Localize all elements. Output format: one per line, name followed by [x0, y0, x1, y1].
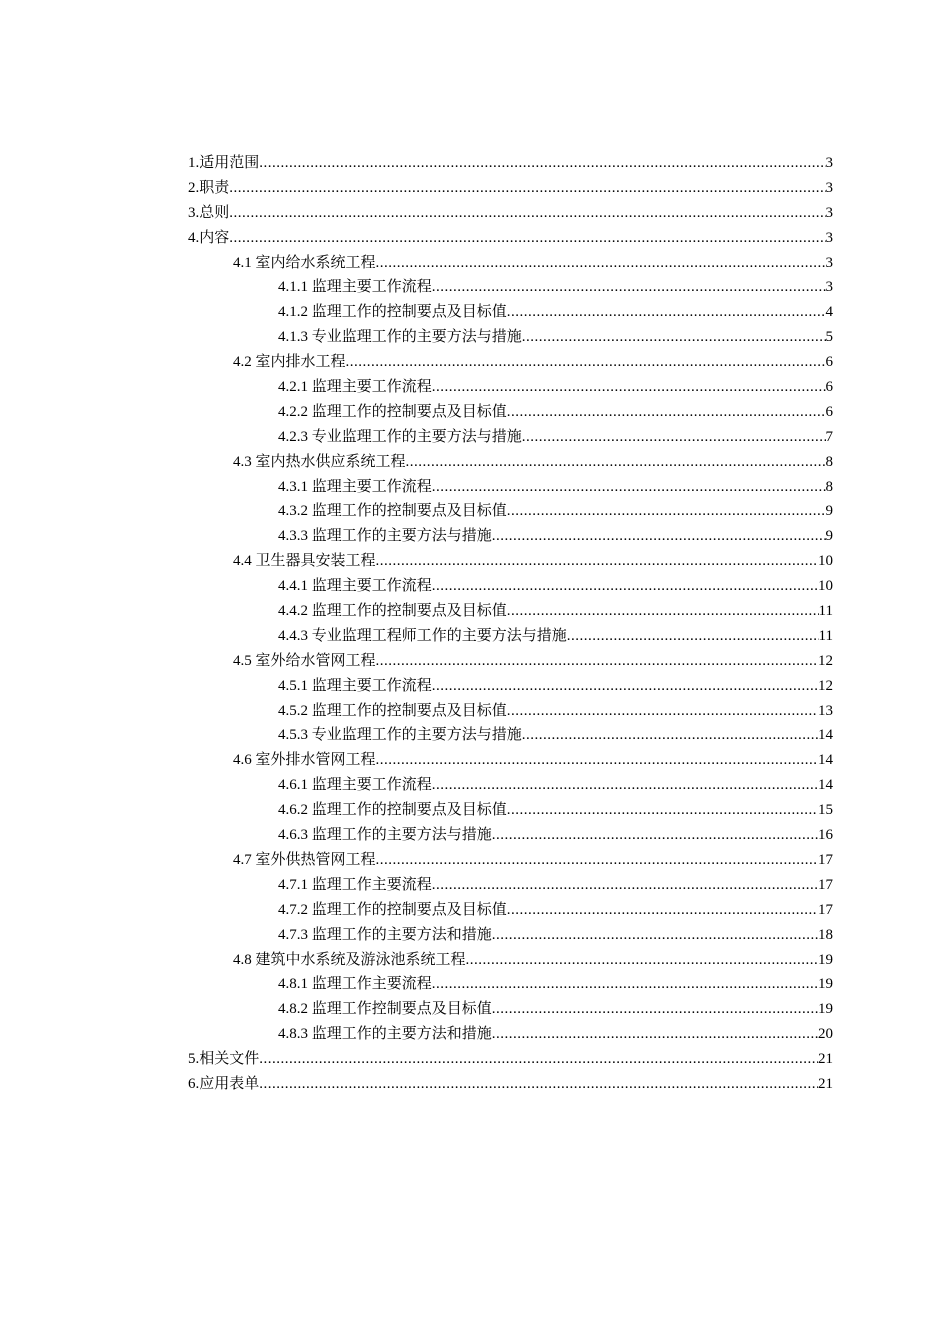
toc-leader-dots — [229, 176, 825, 201]
toc-entry-label: 4.6.1 监理主要工作流程 — [278, 777, 432, 794]
toc-page-number: 11 — [818, 627, 833, 644]
toc-entry-label: 4.4 卫生器具安装工程 — [233, 553, 376, 570]
toc-leader-dots — [259, 1072, 818, 1097]
toc-entry[interactable] — [188, 151, 833, 176]
toc-entry[interactable] — [188, 425, 833, 450]
toc-leader-dots — [507, 699, 818, 724]
toc-leader-dots — [229, 201, 825, 226]
toc-entry[interactable] — [188, 524, 833, 549]
toc-entry-label: 5.相关文件 — [188, 1051, 260, 1068]
toc-entry[interactable] — [188, 251, 833, 276]
toc-leader-dots — [432, 375, 826, 400]
toc-entry[interactable] — [188, 499, 833, 524]
toc-page-number: 19 — [818, 951, 833, 968]
toc-entry-label: 4.6.3 监理工作的主要方法与措施 — [278, 827, 492, 844]
toc-entry[interactable] — [188, 823, 833, 848]
toc-entry[interactable] — [188, 723, 833, 748]
toc-page-number: 12 — [818, 677, 833, 694]
toc-entry[interactable] — [188, 300, 833, 325]
toc-entry[interactable] — [188, 773, 833, 798]
toc-page-number: 9 — [825, 503, 833, 520]
toc-page-number: 6 — [825, 379, 833, 396]
toc-entry[interactable] — [188, 748, 833, 773]
toc-page-number: 21 — [818, 1075, 833, 1092]
toc-entry-label: 4.7.3 监理工作的主要方法和措施 — [278, 926, 492, 943]
toc-entry[interactable] — [188, 275, 833, 300]
toc-leader-dots — [507, 599, 819, 624]
toc-entry[interactable] — [188, 699, 833, 724]
toc-page-number: 14 — [818, 777, 833, 794]
toc-entry-label: 4.4.1 监理主要工作流程 — [278, 578, 432, 595]
toc-page-number: 8 — [825, 453, 833, 470]
toc-page-number: 3 — [825, 155, 833, 171]
toc-page-number: 14 — [818, 752, 833, 769]
toc-page-number: 9 — [825, 528, 833, 545]
toc-entry[interactable] — [188, 574, 833, 599]
toc-entry-label: 4.8.3 监理工作的主要方法和措施 — [278, 1026, 492, 1043]
toc-entry[interactable] — [188, 948, 833, 973]
toc-entry-label: 4.1.2 监理工作的控制要点及目标值 — [278, 304, 507, 321]
toc-leader-dots — [406, 450, 826, 475]
toc-entry-label: 4.5.1 监理主要工作流程 — [278, 677, 432, 694]
toc-entry-label: 4.1.1 监理主要工作流程 — [278, 279, 432, 296]
toc-entry[interactable] — [188, 848, 833, 873]
toc-entry-label: 4.7.1 监理工作主要流程 — [278, 876, 432, 893]
toc-entry[interactable] — [188, 475, 833, 500]
toc-entry-label: 4.7 室外供热管网工程 — [233, 851, 376, 868]
toc-leader-dots — [492, 923, 818, 948]
toc-entry-label: 4.3.1 监理主要工作流程 — [278, 478, 432, 495]
toc-leader-dots — [522, 723, 818, 748]
toc-entry-label: 4.8.1 监理工作主要流程 — [278, 976, 432, 993]
toc-leader-dots — [492, 1022, 818, 1047]
toc-entry[interactable] — [188, 674, 833, 699]
toc-page-number: 3 — [825, 279, 833, 296]
toc-entry[interactable] — [188, 1047, 833, 1072]
toc-leader-dots — [507, 300, 826, 325]
toc-page-number: 6 — [825, 354, 833, 371]
toc-entry[interactable] — [188, 898, 833, 923]
toc-leader-dots — [376, 549, 818, 574]
toc-entry[interactable] — [188, 350, 833, 375]
toc-page-number: 3 — [825, 204, 833, 221]
toc-entry-label: 4.4.2 监理工作的控制要点及目标值 — [278, 603, 507, 620]
toc-leader-dots — [522, 425, 826, 450]
toc-page-number: 3 — [825, 179, 833, 196]
toc-leader-dots — [432, 873, 818, 898]
toc-page-number: 8 — [825, 478, 833, 495]
toc-entry[interactable] — [188, 176, 833, 201]
toc-leader-dots — [259, 1047, 818, 1072]
toc-entry-label: 4.3 室内热水供应系统工程 — [233, 453, 406, 470]
toc-leader-dots — [432, 574, 818, 599]
toc-entry[interactable] — [188, 599, 833, 624]
toc-entry-label: 4.3.2 监理工作的控制要点及目标值 — [278, 503, 507, 520]
toc-leader-dots — [507, 798, 818, 823]
toc-entry-label: 4.6.2 监理工作的控制要点及目标值 — [278, 802, 507, 819]
toc-leader-dots — [432, 972, 818, 997]
toc-entry[interactable] — [188, 923, 833, 948]
toc-page-number: 19 — [818, 976, 833, 993]
toc-leader-dots — [567, 624, 819, 649]
toc-entry[interactable] — [188, 873, 833, 898]
toc-entry[interactable] — [188, 549, 833, 574]
toc-entry[interactable] — [188, 450, 833, 475]
toc-leader-dots — [492, 524, 826, 549]
toc-page-number: 4 — [825, 304, 833, 321]
toc-page-number: 5 — [825, 329, 833, 346]
toc-leader-dots — [376, 649, 818, 674]
toc-entry[interactable] — [188, 1022, 833, 1047]
toc-page-number: 14 — [818, 727, 833, 744]
toc-entry-label: 4.2 室内排水工程 — [233, 354, 346, 371]
toc-page-number: 20 — [818, 1026, 833, 1043]
toc-leader-dots — [522, 325, 826, 350]
toc-entry-label: 3.总则 — [188, 204, 230, 221]
toc-entry-label: 4.2.2 监理工作的控制要点及目标值 — [278, 403, 507, 420]
toc-leader-dots — [229, 226, 825, 251]
toc-leader-dots — [507, 400, 826, 425]
toc-entry[interactable] — [188, 798, 833, 823]
toc-page-number: 12 — [818, 652, 833, 669]
toc-page-number: 11 — [818, 603, 833, 620]
toc-entry-label: 4.内容 — [188, 229, 230, 246]
toc-entry-label: 4.2.3 专业监理工作的主要方法与措施 — [278, 428, 522, 445]
toc-entry-label: 4.3.3 监理工作的主要方法与措施 — [278, 528, 492, 545]
toc-entry-label: 4.4.3 专业监理工程师工作的主要方法与措施 — [278, 627, 567, 644]
toc-entry-label: 1.适用范围 — [188, 155, 260, 171]
toc-leader-dots — [376, 251, 826, 276]
toc-page-number: 16 — [818, 827, 833, 844]
toc-page-number: 18 — [818, 926, 833, 943]
toc-entry[interactable] — [188, 997, 833, 1022]
toc-leader-dots — [507, 499, 826, 524]
toc-entry-label: 2.职责 — [188, 179, 230, 196]
toc-leader-dots — [432, 674, 818, 699]
toc-entry[interactable] — [188, 325, 833, 350]
toc-page-number: 10 — [818, 553, 833, 570]
toc-leader-dots — [376, 748, 818, 773]
toc-page-number: 7 — [825, 428, 833, 445]
toc-entry[interactable] — [188, 972, 833, 997]
toc-entry-label: 4.1.3 专业监理工作的主要方法与措施 — [278, 329, 522, 346]
toc-leader-dots — [432, 773, 818, 798]
toc-entry-label: 4.1 室内给水系统工程 — [233, 254, 376, 271]
toc-page-number: 17 — [818, 901, 833, 918]
toc-leader-dots — [376, 848, 818, 873]
toc-entry[interactable] — [188, 226, 833, 251]
toc-entry-label: 4.8.2 监理工作控制要点及目标值 — [278, 1001, 492, 1018]
toc-leader-dots — [507, 898, 818, 923]
toc-page-number: 3 — [825, 229, 833, 246]
toc-entry[interactable] — [188, 201, 833, 226]
toc-page-number: 17 — [818, 851, 833, 868]
toc-leader-dots — [432, 275, 826, 300]
toc-page-number: 10 — [818, 578, 833, 595]
toc-entry-label: 4.2.1 监理主要工作流程 — [278, 379, 432, 396]
toc-leader-dots — [466, 948, 818, 973]
toc-page-number: 15 — [818, 802, 833, 819]
toc-entry-label: 4.5.3 专业监理工作的主要方法与措施 — [278, 727, 522, 744]
toc-leader-dots — [492, 997, 818, 1022]
table-of-contents — [188, 151, 833, 1097]
toc-entry[interactable] — [188, 375, 833, 400]
toc-page-number: 19 — [818, 1001, 833, 1018]
toc-entry-label: 4.6 室外排水管网工程 — [233, 752, 376, 769]
toc-entry-label: 6.应用表单 — [188, 1075, 260, 1092]
toc-page-number: 21 — [818, 1051, 833, 1068]
toc-entry-label: 4.8 建筑中水系统及游泳池系统工程 — [233, 951, 466, 968]
toc-entry-label: 4.7.2 监理工作的控制要点及目标值 — [278, 901, 507, 918]
toc-entry[interactable] — [188, 649, 833, 674]
toc-page-number: 3 — [825, 254, 833, 271]
toc-page-number: 6 — [825, 403, 833, 420]
toc-leader-dots — [346, 350, 826, 375]
toc-leader-dots — [259, 151, 825, 176]
toc-page-number: 13 — [818, 702, 833, 719]
toc-leader-dots — [432, 475, 826, 500]
toc-page-number: 17 — [818, 876, 833, 893]
toc-entry-label: 4.5 室外给水管网工程 — [233, 652, 376, 669]
toc-leader-dots — [492, 823, 818, 848]
toc-entry[interactable] — [188, 624, 833, 649]
toc-entry-label: 4.5.2 监理工作的控制要点及目标值 — [278, 702, 507, 719]
toc-entry[interactable] — [188, 1072, 833, 1097]
toc-entry[interactable] — [188, 400, 833, 425]
